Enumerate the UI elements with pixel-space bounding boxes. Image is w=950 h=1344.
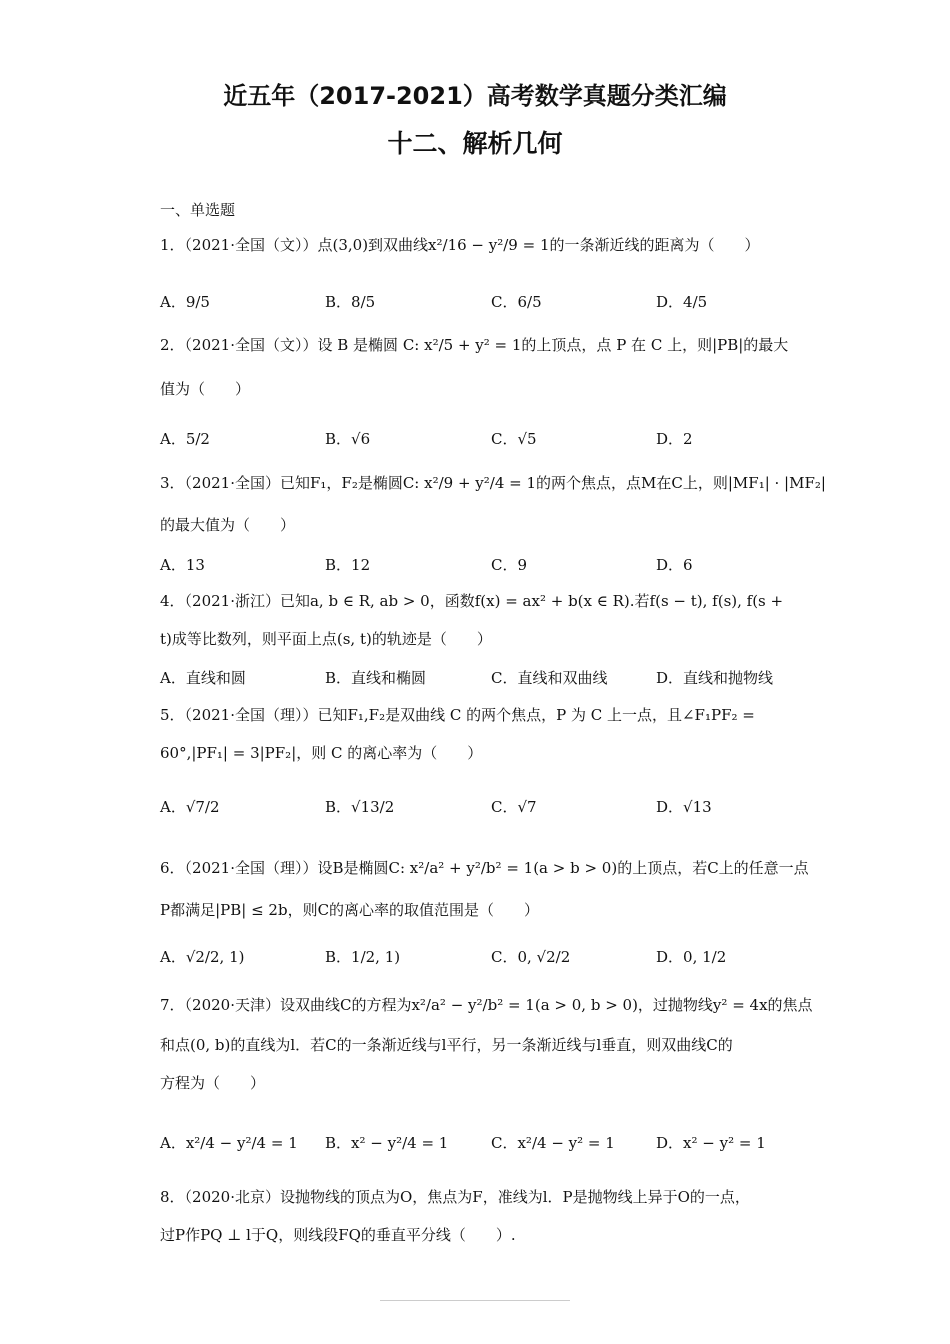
option-b[interactable]: B．8/5	[325, 292, 376, 311]
question-2-line-1: 2．（2021·全国（文））设 B 是椭圆 C: x²/5 + y² = 1的上顶点，点 P 在 C 上，则|PB|的最大	[160, 336, 789, 354]
question-4	[160, 582, 792, 658]
question-3-line-2: 的最大值为（ ）	[160, 516, 296, 534]
question-2	[160, 326, 792, 408]
option-a[interactable]: A．13	[160, 555, 205, 574]
option-a[interactable]: A．9/5	[160, 292, 210, 311]
question-1-line-1: 1．（2021·全国（文））点(3,0)到双曲线x²/16 − y²/9 = 1的一条渐近线的距离为（ ）	[160, 236, 760, 254]
footer-divider	[380, 1300, 570, 1301]
question-7-line-2: 和点(0, b)的直线为l．若C的一条渐近线与l平行，另一条渐近线与l垂直，则双曲线C的	[160, 1036, 733, 1054]
option-c[interactable]: C．6/5	[491, 292, 542, 311]
question-8	[160, 1178, 792, 1254]
question-3-options	[160, 544, 820, 584]
question-8-line-1: 8．（2020·北京）设抛物线的顶点为O，焦点为F，准线为l．P是抛物线上异于O的一点，	[160, 1188, 750, 1206]
option-a[interactable]: A．√2/2, 1)	[160, 947, 245, 966]
question-4-options	[160, 657, 820, 697]
question-3-line-1: 3．（2021·全国）已知F₁，F₂是椭圆C: x²/9 + y²/4 = 1的两个焦点，点M在C上，则|MF₁| · |MF₂|	[160, 474, 826, 492]
option-c[interactable]: C．√7	[491, 797, 537, 816]
option-d[interactable]: D．4/5	[656, 292, 708, 311]
option-b[interactable]: B．x² − y²/4 = 1	[325, 1133, 449, 1152]
question-5-options	[160, 786, 820, 826]
option-d[interactable]: D．√13	[656, 797, 712, 816]
question-6-line-2: P都满足|PB| ≤ 2b，则C的离心率的取值范围是（ ）	[160, 901, 540, 919]
question-4-line-1: 4．（2021·浙江）已知a, b ∈ R, ab > 0，函数f(x) = ax² + b(x ∈ R).若f(s − t), f(s), f(s +	[160, 592, 784, 610]
question-8-line-2: 过P作PQ ⊥ l于Q，则线段FQ的垂直平分线（ ）.	[160, 1226, 516, 1244]
option-b[interactable]: B．√6	[325, 429, 371, 448]
option-c[interactable]: C．9	[491, 555, 528, 574]
question-7	[160, 986, 813, 1102]
question-5-line-1: 5．（2021·全国（理））已知F₁,F₂是双曲线 C 的两个焦点，P 为 C 上一点，且∠F₁PF₂ =	[160, 706, 755, 724]
option-d[interactable]: D．6	[656, 555, 693, 574]
option-b[interactable]: B．1/2, 1)	[325, 947, 401, 966]
option-c[interactable]: C．x²/4 − y² = 1	[491, 1133, 615, 1152]
document-title: 近五年（2017-2021）高考数学真题分类汇编	[223, 82, 727, 110]
question-1-options	[160, 281, 820, 321]
question-5-line-2: 60°,|PF₁| = 3|PF₂|，则 C 的离心率为（ ）	[160, 744, 483, 762]
option-d[interactable]: D．0, 1/2	[656, 947, 727, 966]
chapter-title: 十二、解析几何	[387, 129, 563, 158]
option-c[interactable]: C．直线和双曲线	[491, 668, 608, 687]
option-a[interactable]: A．直线和圆	[160, 668, 246, 687]
option-d[interactable]: D．x² − y² = 1	[656, 1133, 766, 1152]
question-5	[160, 696, 792, 772]
option-a[interactable]: A．x²/4 − y²/4 = 1	[160, 1133, 298, 1152]
question-6-options	[160, 936, 820, 976]
option-b[interactable]: B．12	[325, 555, 371, 574]
option-d[interactable]: D．2	[656, 429, 693, 448]
question-6	[160, 849, 809, 929]
question-2-options	[160, 418, 820, 458]
question-4-line-2: t)成等比数列，则平面上点(s, t)的轨迹是（ ）	[160, 630, 492, 648]
question-1	[160, 226, 792, 264]
question-3	[160, 464, 826, 544]
question-6-line-1: 6．（2021·全国（理））设B是椭圆C: x²/a² + y²/b² = 1(a > b > 0)的上顶点，若C上的任意一点	[160, 859, 809, 877]
question-7-line-1: 7．（2020·天津）设双曲线C的方程为x²/a² − y²/b² = 1(a > 0, b > 0)，过抛物线y² = 4x的焦点	[160, 996, 813, 1014]
option-d[interactable]: D．直线和抛物线	[656, 668, 774, 687]
option-c[interactable]: C．0, √2/2	[491, 947, 571, 966]
option-b[interactable]: B．√13/2	[325, 797, 395, 816]
question-2-line-2: 值为（ ）	[160, 380, 251, 398]
option-c[interactable]: C．√5	[491, 429, 537, 448]
option-a[interactable]: A．√7/2	[160, 797, 220, 816]
option-b[interactable]: B．直线和椭圆	[325, 668, 427, 687]
question-7-line-3: 方程为（ ）	[160, 1074, 266, 1092]
question-7-options	[160, 1122, 820, 1162]
section-heading: 一、单选题	[160, 201, 236, 219]
option-a[interactable]: A．5/2	[160, 429, 210, 448]
